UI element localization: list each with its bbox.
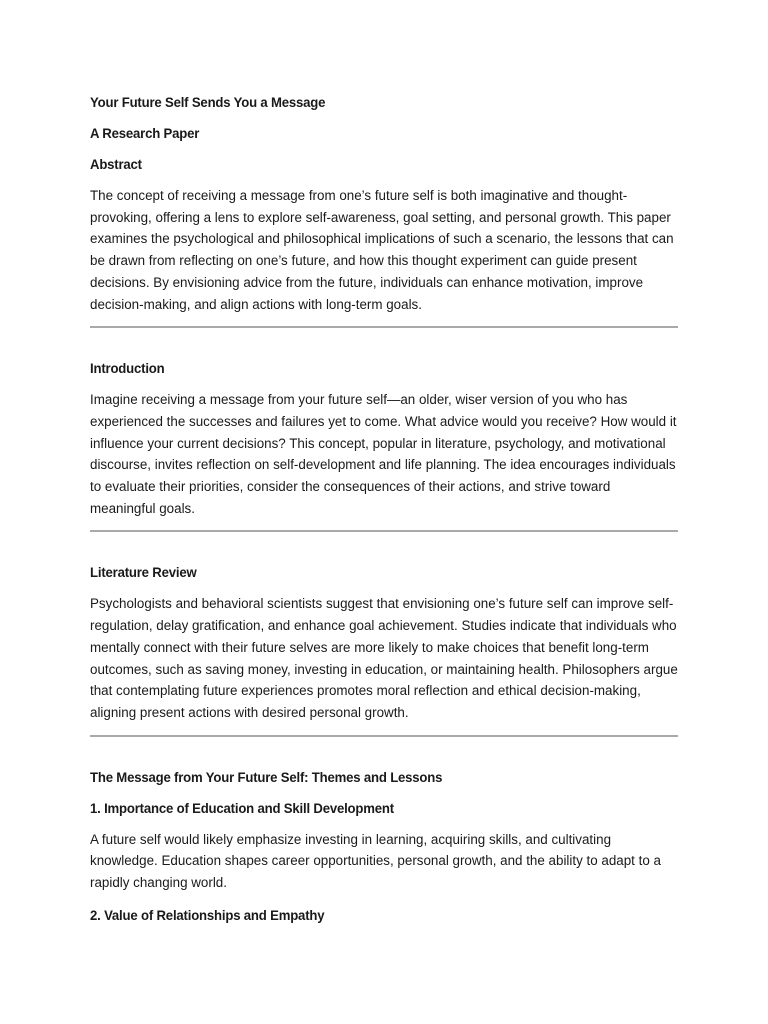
introduction-paragraph: Imagine receiving a message from your future self—an older, wiser version of you who has experienced the successes and failures yet to come. What advice would you receive? How would it influence your current decisions? This concept, popular in literature, psychology, and motivational discourse, invites reflection on self-development and life planning. The idea encourages individuals to evaluate their priorities, consider the consequences of their actions, and strive toward meaningful goals. <box>90 392 677 516</box>
abstract-paragraph: The concept of receiving a message from one’s future self is both imaginative and thought-provoking, offering a lens to explore self-awareness, goal setting, and personal growth. This paper examines the psychological and philosophical implications of such a scenario, the lessons that can be drawn from reflecting on one’s future, and how this thought experiment can guide present decisions. By envisioning advice from the future, individuals can enhance motivation, improve decision-making, and align actions with long-term goals. <box>90 188 674 312</box>
section-1-paragraph: A future self would likely emphasize investing in learning, acquiring skills, and cultivating knowledge. Education shapes career opportunities, personal growth, and the ability to adapt to a rapidly changing world. <box>90 831 661 891</box>
literature-review-heading: Literature Review <box>90 564 197 581</box>
document-title: Your Future Self Sends You a Message <box>90 94 326 110</box>
document-subtitle: A Research Paper <box>90 125 200 141</box>
themes-heading: The Message from Your Future Self: Themes and Lessons <box>90 768 443 785</box>
section-2-heading: 2. Value of Relationships and Empathy <box>90 906 325 923</box>
section-1-heading: 1. Importance of Education and Skill Development <box>90 799 394 816</box>
literature-review-paragraph: Psychologists and behavioral scientists suggest that envisioning one’s future self can improve self-regulation, delay gratification, and enhance goal achievement. Studies indicate that individuals who mentally connect with their future selves are more likely to make choices that benefit long-term outcomes, such as saving money, investing in education, or maintaining health. Philosophers argue that contemplating future experiences promotes moral reflection and ethical decision-making, aligning present actions with desired personal growth. <box>90 596 678 720</box>
abstract-heading: Abstract <box>90 156 142 172</box>
introduction-heading: Introduction <box>90 360 165 377</box>
document-page <box>90 92 678 937</box>
